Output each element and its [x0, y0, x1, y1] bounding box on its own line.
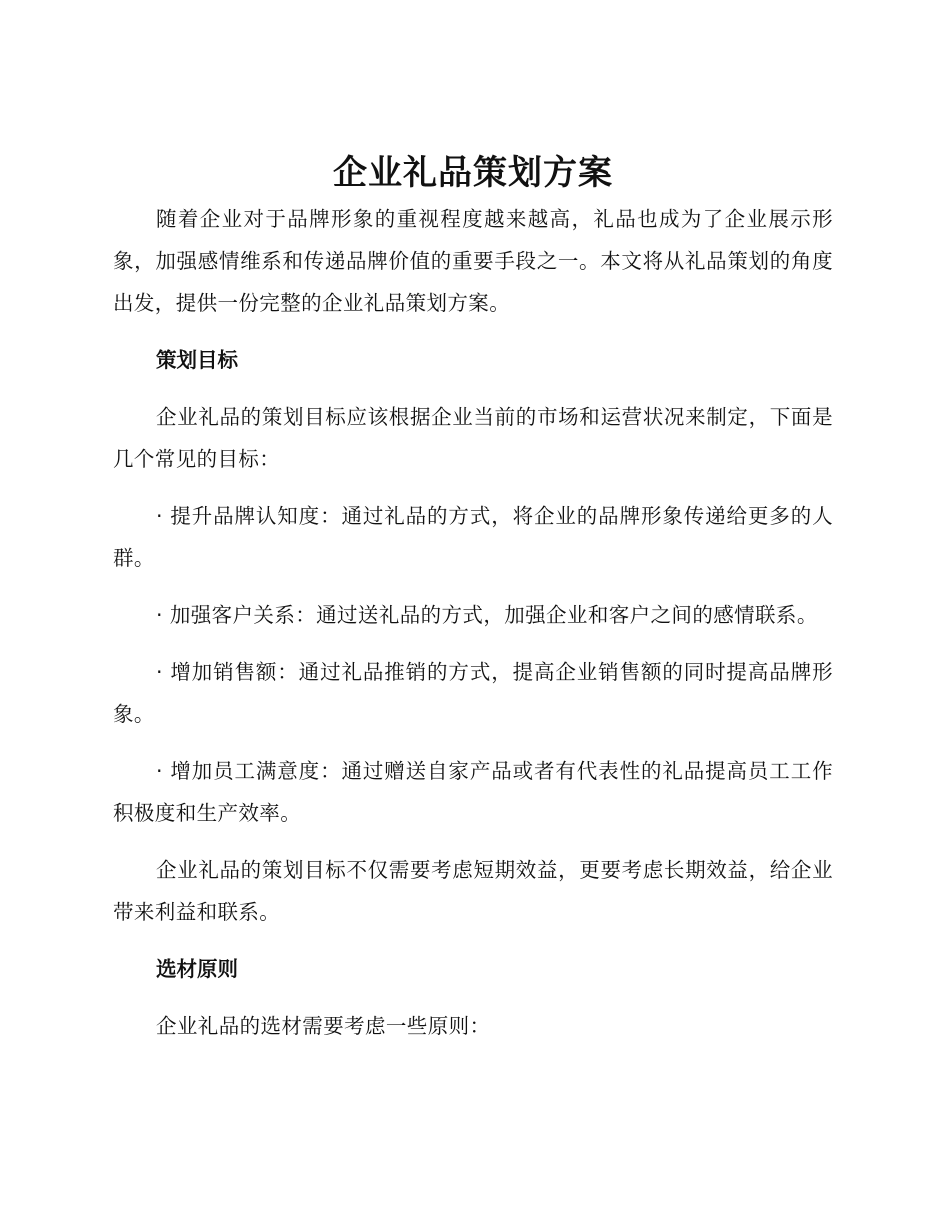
goals-lead-paragraph: 企业礼品的策划目标应该根据企业当前的市场和运营状况来制定，下面是几个常见的目标： — [113, 405, 833, 471]
goal-bullet-brand: · 提升品牌认知度：通过礼品的方式，将企业的品牌形象传递给更多的人群。 — [113, 504, 833, 570]
materials-lead-paragraph: 企业礼品的选材需要考虑一些原则： — [156, 1014, 491, 1038]
section-heading-goals: 策划目标 — [156, 348, 238, 372]
document-title: 企业礼品策划方案 — [333, 153, 613, 193]
goal-bullet-sales: · 增加销售额：通过礼品推销的方式，提高企业销售额的同时提高品牌形象。 — [113, 660, 833, 726]
document-page — [113, 152, 833, 1062]
goal-bullet-customer: · 加强客户关系：通过送礼品的方式，加强企业和客户之间的感情联系。 — [156, 603, 818, 627]
section-heading-materials: 选材原则 — [156, 957, 238, 981]
goals-closing-paragraph: 企业礼品的策划目标不仅需要考虑短期效益，更要考虑长期效益，给企业带来利益和联系。 — [113, 858, 833, 924]
intro-paragraph: 随着企业对于品牌形象的重视程度越来越高，礼品也成为了企业展示形象，加强感情维系和传递品牌价值的重要手段之一。本文将从礼品策划的角度出发，提供一份完整的企业礼品策划方案。 — [113, 207, 833, 315]
goal-bullet-employee: · 增加员工满意度：通过赠送自家产品或者有代表性的礼品提高员工工作积极度和生产效率。 — [113, 759, 833, 825]
